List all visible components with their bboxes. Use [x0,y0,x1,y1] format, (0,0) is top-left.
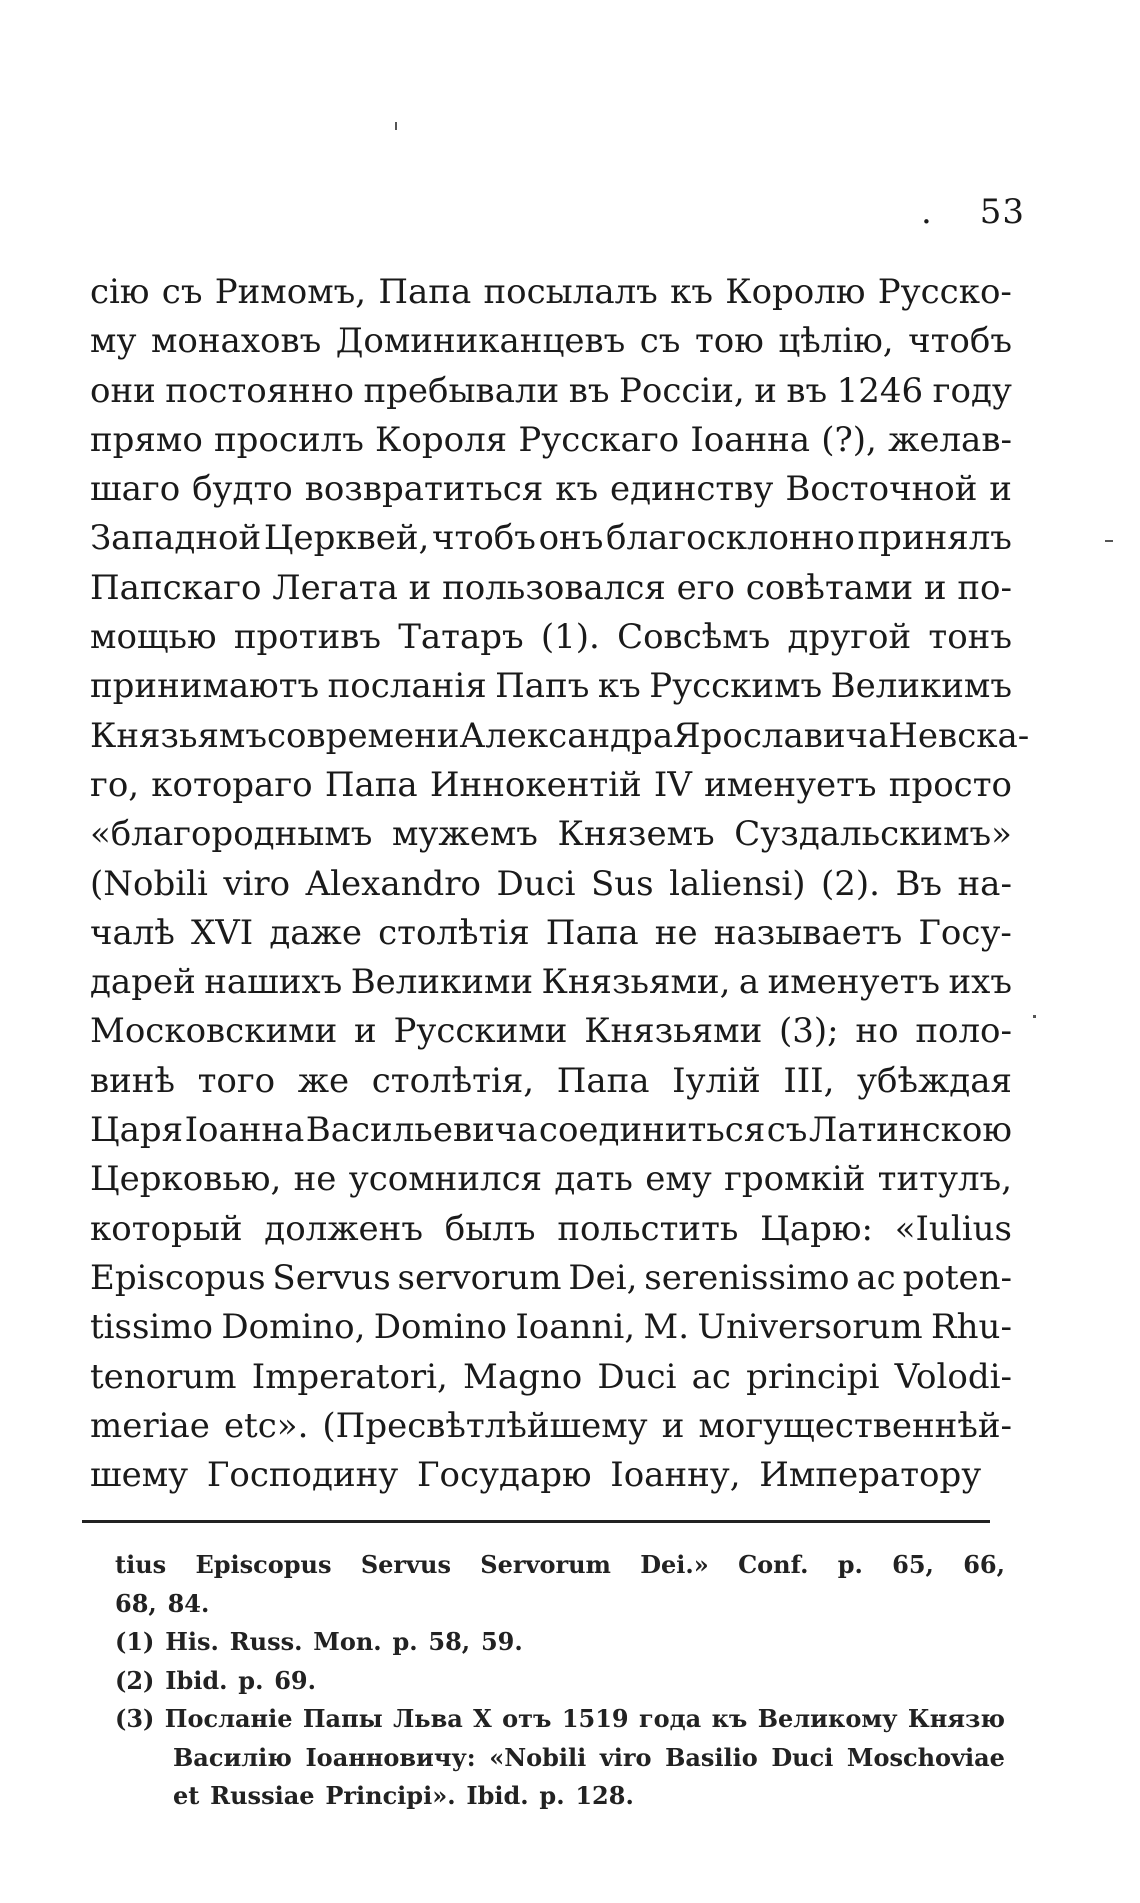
word: Папскаго [90,567,262,608]
word: тою [694,321,764,362]
stray-mark [395,122,397,130]
footnote-word: p. [238,1665,264,1695]
word: Sus [590,863,654,904]
footnote-line [115,1700,1005,1739]
footnote-word: Князю [907,1704,1005,1733]
word: serenissimo [644,1257,850,1298]
word: Іоанна [184,1110,305,1151]
word: титулъ, [877,1159,1012,1200]
word: его [676,567,736,608]
word: Великимъ [830,666,1012,707]
footnote-line [115,1585,1005,1624]
text-line [90,1451,1012,1500]
word: servorum [397,1257,562,1298]
word: Русскимъ [649,666,823,707]
word: Великими [350,962,534,1003]
word: (Nobili [90,863,208,904]
word: чтобъ [908,321,1012,362]
word: Imperatori, [251,1356,448,1397]
word: винѣ [90,1060,175,1101]
word: а [738,962,760,1003]
word: чтобъ [432,518,536,559]
word: постоянно [165,370,354,411]
word: poten- [902,1257,1012,1298]
word: громкій [724,1159,866,1200]
word: Короля [375,419,508,460]
word: и [354,1011,377,1052]
word: etc». [223,1405,309,1446]
word: Княземъ [557,814,715,855]
word: на- [957,863,1012,904]
footnote-word: Russ. [229,1627,303,1656]
word: Королю [725,272,866,312]
main-text-block [90,268,1030,1500]
word: столѣтія [378,912,530,953]
footnote-word: Moschoviae [846,1742,1005,1772]
word: убѣждая [857,1060,1012,1101]
word: Rhu- [931,1307,1012,1348]
word: Васильевича [305,1110,538,1151]
word: Duci [496,863,576,904]
word: Universorum [697,1307,923,1348]
text-line [90,564,1012,613]
word: Восточной [785,469,978,510]
word: Duci [597,1356,677,1397]
word: мощью [90,617,217,658]
word: Князьями, [541,962,731,1003]
word: (2). [821,863,880,904]
word: именуетъ [767,962,941,1003]
word: (3); [779,1011,839,1052]
word: дать [554,1159,633,1200]
word: Александра [459,715,674,756]
word: Папа [378,272,472,312]
text-line [90,1402,1012,1451]
word: Царя [90,1110,184,1151]
word: Domino, [221,1307,366,1348]
word: му [90,321,137,362]
word: могущественнѣй- [698,1405,1012,1446]
word: Татаръ [398,617,524,658]
word: они [90,370,156,411]
word: Episcopus [90,1257,266,1298]
word: meriae [90,1405,210,1446]
text-line [90,662,1012,711]
word: былъ [444,1208,536,1249]
word: того [197,1060,276,1101]
footnote-word: p. [392,1627,418,1656]
footnote-word: 58, [428,1627,471,1656]
footnote-word: «Nobili [489,1742,587,1772]
word: IV [653,764,692,805]
word: но [855,1011,899,1052]
word: съ [639,321,681,362]
text-line [90,514,1012,563]
word: Московскими [90,1011,338,1052]
word: времени [306,715,460,756]
footnote-word: (1) [115,1627,155,1656]
word: просилъ [214,419,364,460]
word: и [923,567,947,608]
footnote-word: къ [711,1704,748,1733]
word: по- [957,567,1012,608]
word: прямо [90,419,203,460]
text-line [90,613,1012,662]
word: (Пресвѣтлѣйшему [322,1405,648,1446]
footnote-word: Russiae [210,1781,315,1810]
word: противъ [233,617,381,658]
word: сію [90,272,150,312]
footnote-word: Ibid. [165,1665,228,1695]
word: польстить [557,1208,739,1249]
word: XVI [191,912,254,953]
word: къ [670,272,713,312]
word: благосклонно [606,518,855,559]
word: Русско- [877,272,1012,312]
word: principi [746,1356,880,1397]
word: даже [269,912,362,953]
footnote-word: Іоанновичу: [305,1742,476,1772]
word: Церквей, [263,518,430,559]
word: мужемъ [391,814,538,855]
word: Ярославича [673,715,889,756]
word: шаго [90,469,181,510]
word: Servus [272,1257,391,1298]
text-line [90,416,1012,465]
footnote-line [115,1623,1005,1662]
word: онъ [538,518,604,559]
word: Господину [206,1455,399,1496]
footnote-word: 128. [575,1781,634,1810]
footnote-line [115,1739,1005,1778]
word: Римомъ, [214,272,367,312]
word: въ [568,370,610,411]
footnote-word: Ibid. [466,1781,529,1810]
word: другой [787,617,912,658]
footnote-line [115,1662,1005,1701]
footnote-word: p. [539,1781,565,1810]
footnote-word: (2) [115,1665,155,1695]
footnote-word: 66, [963,1550,1005,1579]
word: Папа [324,764,418,805]
word: Іоанну, [610,1455,741,1496]
text-line [90,1007,1012,1056]
footnote-word: Dei.» [640,1550,709,1579]
word: Князьямъ [90,715,268,756]
word: шему [90,1455,189,1496]
word: къ [555,469,599,510]
word: и [408,567,432,608]
word: Alexandro [305,863,481,904]
word: Госу- [918,912,1012,953]
word: именуетъ [704,764,877,805]
word: Латинскою [808,1110,1012,1151]
word: дарей [90,962,196,1003]
text-line [90,317,1012,366]
word: Невска- [888,715,1030,756]
footnote-word: Посланіе [164,1704,293,1733]
footnote-word: 84. [167,1588,210,1618]
word: котораго [151,764,313,805]
text-line [90,909,1012,958]
footnote-word: отъ [502,1704,552,1733]
word: Легата [272,567,398,608]
footnote-word: 68, [115,1588,157,1618]
word: пользовался [442,567,666,608]
word: принялъ [857,518,1012,559]
word: ему [645,1159,712,1200]
word: Іоанна [690,419,811,460]
footnote-word: Василію [173,1742,292,1772]
word: tenorum [90,1356,237,1397]
text-line [90,958,1012,1007]
word: монаховъ [150,321,322,362]
footnote-word: p. [837,1550,863,1579]
word: «Iulius [894,1208,1012,1249]
footnote-word: Principi». [325,1781,456,1810]
footnote-word: 59. [480,1627,523,1656]
text-line [90,860,1012,909]
text-line [90,712,1030,761]
word: Domino [373,1307,507,1348]
text-line [90,761,1012,810]
footnote-line [115,1777,1005,1816]
footnotes-block [115,1546,1005,1816]
word: посылалъ [483,272,658,312]
word: чалѣ [90,912,175,953]
text-line [90,367,1012,416]
word: Dei, [568,1257,638,1298]
word: (?), [821,419,877,460]
word: съ [161,272,203,312]
footnote-rule [82,1520,990,1523]
word: усомнился [348,1159,543,1200]
word: въ [786,370,828,411]
text-line [90,1205,1012,1254]
word: и [661,1405,685,1446]
word: Западной [90,518,262,559]
word: и [989,469,1012,510]
footnote-word: Episcopus [195,1550,332,1579]
footnote-word: (3) [115,1704,155,1733]
word: M. [643,1307,689,1348]
footnote-word: Basilio [665,1742,758,1772]
footnote-word: Великому [757,1704,898,1733]
word: 1246 [836,370,924,411]
footnote-word: Conf. [738,1550,809,1579]
text-line [90,1303,1012,1352]
word: Совсѣмъ [617,617,771,658]
word: же [297,1060,350,1101]
footnote-word: X [473,1704,492,1733]
footnote-word: 69. [274,1665,316,1695]
word: возвратиться [304,469,544,510]
word: поло- [915,1011,1012,1052]
word: къ [597,666,641,707]
word: который [90,1208,243,1249]
word: со [267,715,307,756]
word: цѣлію, [778,321,894,362]
word: Государю [416,1455,592,1496]
text-line [90,268,1012,317]
word: Императору [759,1455,982,1496]
word: пребывали [363,370,560,411]
word: Царю: [760,1208,873,1249]
word: III, [783,1060,835,1101]
word: (1). [540,617,600,658]
footnote-word: 1519 [561,1704,629,1733]
word: единству [610,469,774,510]
footnote-word: tius [115,1550,167,1579]
footnote-word: Duci [771,1742,834,1772]
word: соединиться [538,1110,766,1151]
text-line [90,1353,1012,1402]
word: нашихъ [204,962,343,1003]
word: принимаютъ [90,666,320,707]
footnote-word: Servus [360,1550,451,1579]
word: не [293,1159,337,1200]
text-line [90,1254,1012,1303]
footnote-word: 65, [892,1550,934,1579]
stray-mark [1033,1015,1036,1018]
word: ac [856,1257,896,1298]
word: Volodi- [894,1356,1012,1397]
word: называетъ [713,912,903,953]
word: Князьями [584,1011,763,1052]
footnote-word: года [638,1704,702,1733]
word: Magno [463,1356,583,1397]
stray-mark [1105,540,1113,542]
word: го, [90,764,140,805]
footnote-word: Льва [393,1704,463,1733]
text-line [90,1057,1012,1106]
word: Россіи, [618,370,745,411]
page-number: 53 [979,192,1025,232]
footnote-word: et [173,1781,200,1810]
text-line [90,1106,1012,1155]
word: Папа [556,1060,650,1101]
word: laliensi) [669,863,806,904]
word: столѣтія, [371,1060,535,1101]
word: Въ [895,863,943,904]
word: Папъ [495,666,590,707]
footnote-word: Mon. [313,1627,382,1656]
page-number-dot: . [921,192,932,232]
word: посланія [327,666,487,707]
word: Иннокентій [429,764,642,805]
word: совѣтами [745,567,914,608]
word: Суздальскимъ» [734,814,1012,855]
footnote-word: His. [165,1627,219,1656]
word: Русскими [393,1011,568,1052]
word: Русскаго [518,419,680,460]
word: тонъ [928,617,1012,658]
word: ac [691,1356,731,1397]
word: желав- [888,419,1012,460]
word: году [932,370,1012,411]
word: Папа [545,912,639,953]
word: viro [223,863,291,904]
word: tissimo [90,1307,214,1348]
word: Церковью, [90,1159,282,1200]
word: Ioanni, [515,1307,636,1348]
word: будто [192,469,293,510]
text-line [90,1155,1012,1204]
footnote-word: Servorum [480,1550,611,1579]
footnote-line [115,1546,1005,1585]
footnote-word: viro [599,1742,652,1772]
text-line [90,810,1012,859]
word: ихъ [948,962,1012,1003]
word: долженъ [264,1208,423,1249]
word: и [754,370,777,411]
footnote-word: Папы [302,1704,383,1733]
text-line [90,465,1012,514]
word: Іулій [672,1060,761,1101]
word: Доминиканцевъ [335,321,626,362]
word: «благороднымъ [90,814,373,855]
word: просто [888,764,1012,805]
word: не [654,912,698,953]
word: съ [766,1110,808,1151]
